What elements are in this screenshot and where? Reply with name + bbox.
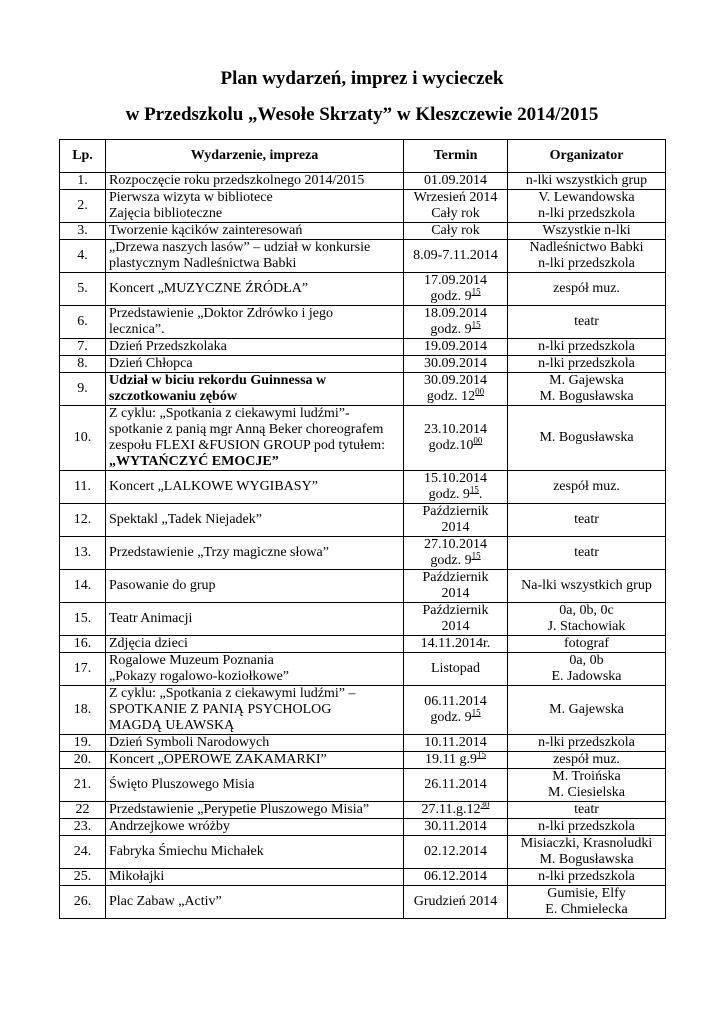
- cell-event: [106, 603, 404, 636]
- organizer-line: n-lki przedszkola: [538, 256, 635, 271]
- cell-organizer: [508, 735, 666, 752]
- document-title-line2: w Przedszkolu „Wesołe Skrzaty” w Kleszczewie 2014/2015: [125, 104, 599, 125]
- organizer-line: Na-lki wszystkich grup: [521, 578, 652, 593]
- term-line: [407, 248, 504, 264]
- cell-term: [404, 636, 508, 653]
- organizer-line: teatr: [574, 545, 599, 560]
- event-line: szczotkowaniu zębów: [109, 389, 237, 404]
- cell-organizer: [508, 570, 666, 603]
- term-text: 27.11.g.12: [421, 802, 481, 817]
- term-text: 14.11.2014r.: [420, 636, 491, 651]
- term-line: [407, 206, 504, 222]
- cell-event: [106, 769, 404, 802]
- cell-organizer: [508, 537, 666, 570]
- term-line: [407, 471, 504, 487]
- organizer-line: n-lki przedszkola: [538, 356, 635, 371]
- cell-lp: 1.: [60, 173, 106, 190]
- term-text: 15.10.2014: [424, 471, 487, 486]
- term-line: [407, 173, 504, 189]
- term-text: Październik: [422, 504, 489, 519]
- event-line: Dzień Symboli Narodowych: [109, 735, 270, 750]
- term-line: [407, 694, 504, 710]
- cell-lp: 10.: [60, 406, 106, 471]
- event-line: Pasowanie do grup: [109, 578, 216, 593]
- cell-term: [404, 749, 508, 769]
- cell-lp: 7.: [60, 339, 106, 356]
- cell-term: [404, 373, 508, 406]
- table-row: [60, 802, 666, 819]
- term-line: [407, 707, 504, 726]
- table-row: [60, 223, 666, 240]
- cell-lp: 21.: [60, 769, 106, 802]
- organizer-line: fotograf: [563, 636, 610, 651]
- term-line: [407, 869, 504, 885]
- term-text: 30.11.2014: [424, 819, 487, 834]
- table-row: [60, 504, 666, 537]
- event-line: Udział w biciu rekordu Guinnessa w: [109, 373, 327, 388]
- table-row: [60, 273, 666, 306]
- term-text: 10.11.2014: [424, 735, 487, 750]
- term-superscript: 15: [471, 550, 481, 561]
- event-line: Andrzejkowe wróżby: [109, 819, 230, 834]
- cell-lp: 20.: [60, 752, 106, 769]
- organizer-line: zespół muz.: [553, 752, 620, 767]
- term-line: [407, 799, 504, 818]
- term-superscript: 30: [480, 799, 490, 810]
- term-text: 19.11 g.9: [425, 752, 477, 767]
- term-text: 30.09.2014: [424, 373, 487, 388]
- organizer-line: 0a, 0b, 0c: [559, 603, 614, 618]
- organizer-line: zespół muz.: [553, 281, 620, 296]
- event-line: Rogalowe Muzeum Poznania: [109, 653, 274, 668]
- cell-event: [106, 653, 404, 686]
- event-line: Koncert „MUZYCZNE ŹRÓDŁA”: [109, 281, 309, 296]
- cell-event: [106, 356, 404, 373]
- term-text: Październik: [422, 570, 489, 585]
- organizer-line: zespół muz.: [553, 479, 620, 494]
- cell-lp: 26.: [60, 886, 106, 919]
- cell-event: [106, 537, 404, 570]
- term-line: [407, 273, 504, 289]
- event-line: Zajęcia biblioteczne: [109, 206, 223, 221]
- organizer-line: J. Stachowiak: [547, 619, 626, 634]
- table-row: [60, 570, 666, 603]
- term-line: [407, 339, 504, 355]
- table-row: [60, 752, 666, 769]
- cell-event: [106, 570, 404, 603]
- document-title-line1: Plan wydarzeń, imprez i wycieczek: [220, 68, 504, 89]
- event-line: Fabryka Śmiechu Michałek: [109, 844, 264, 859]
- term-line: [407, 844, 504, 860]
- cell-organizer: [508, 819, 666, 836]
- term-text: Cały rok: [431, 206, 480, 221]
- cell-lp: 24.: [60, 836, 106, 869]
- term-line: [407, 373, 504, 389]
- table-row: [60, 636, 666, 653]
- term-line: [407, 570, 504, 586]
- organizer-line: 0a, 0b: [569, 653, 604, 668]
- table-row: [60, 869, 666, 886]
- events-table: [59, 139, 666, 919]
- term-text: 19.09.2014: [424, 339, 487, 354]
- cell-organizer: [508, 190, 666, 223]
- cell-term: [404, 173, 508, 190]
- cell-lp: 16.: [60, 636, 106, 653]
- term-superscript: 15: [471, 286, 481, 297]
- organizer-line: M. Troińska: [552, 769, 621, 784]
- organizer-line: n-lki przedszkola: [538, 339, 635, 354]
- term-line: [407, 356, 504, 372]
- cell-term: [404, 799, 508, 819]
- term-text: 23.10.2014: [424, 422, 487, 437]
- event-line: Koncert „LALKOWE WYGIBASY”: [109, 479, 318, 494]
- term-text: 2014: [441, 520, 470, 535]
- cell-event: [106, 802, 404, 819]
- table-row: [60, 406, 666, 471]
- organizer-line: Gumisie, Elfy: [547, 886, 626, 901]
- cell-event: [106, 752, 404, 769]
- event-line: Pierwsza wizyta w bibliotece: [109, 190, 273, 205]
- cell-term: [404, 504, 508, 537]
- table-row: [60, 373, 666, 406]
- term-text: 18.09.2014: [424, 306, 487, 321]
- cell-organizer: [508, 240, 666, 273]
- term-line: [407, 537, 504, 553]
- cell-event: [106, 636, 404, 653]
- cell-event: [106, 339, 404, 356]
- cell-organizer: [508, 686, 666, 735]
- table-row: [60, 173, 666, 190]
- term-text: godz. 9: [430, 289, 472, 304]
- cell-lp: 3.: [60, 223, 106, 240]
- organizer-line: E. Jadowska: [551, 669, 622, 684]
- event-line: Teatr Animacji: [109, 611, 193, 626]
- event-line: Dzień Przedszkolaka: [109, 339, 227, 354]
- event-line: spotkanie z panią mgr Anną Beker choreografem: [109, 422, 384, 437]
- cell-term: [404, 471, 508, 504]
- cell-term: [404, 406, 508, 471]
- cell-term: [404, 273, 508, 306]
- cell-lp: 8.: [60, 356, 106, 373]
- cell-event: [106, 735, 404, 752]
- term-text: Wrzesień 2014: [413, 190, 498, 205]
- term-text: Październik: [422, 603, 489, 618]
- cell-term: [404, 537, 508, 570]
- term-line: [407, 819, 504, 835]
- cell-lp: 12.: [60, 504, 106, 537]
- header-organizer: Organizator: [508, 140, 666, 173]
- organizer-line: Wszystkie n-lki: [542, 223, 631, 238]
- cell-lp: 15.: [60, 603, 106, 636]
- cell-event: [106, 886, 404, 919]
- table-row: [60, 339, 666, 356]
- organizer-line: teatr: [574, 512, 599, 527]
- cell-term: [404, 769, 508, 802]
- term-line: [407, 386, 504, 405]
- term-text: godz.10: [428, 438, 474, 453]
- organizer-line: M. Ciesielska: [548, 785, 625, 800]
- cell-term: [404, 356, 508, 373]
- event-line: Z cyklu: „Spotkania z ciekawymi ludźmi”-: [109, 406, 350, 421]
- cell-term: [404, 735, 508, 752]
- term-line: [407, 422, 504, 438]
- cell-organizer: [508, 173, 666, 190]
- event-line: Zdjęcia dzieci: [109, 636, 188, 651]
- cell-organizer: [508, 802, 666, 819]
- cell-organizer: [508, 886, 666, 919]
- table-row: [60, 471, 666, 504]
- term-line: [407, 435, 504, 454]
- cell-event: [106, 373, 404, 406]
- cell-event: [106, 273, 404, 306]
- term-suffix: .: [478, 487, 483, 502]
- event-line: lecznica”.: [109, 322, 165, 337]
- organizer-line: M. Bogusławska: [539, 389, 634, 404]
- term-line: [407, 636, 504, 652]
- table-row: [60, 240, 666, 273]
- cell-organizer: [508, 603, 666, 636]
- term-line: [407, 223, 504, 239]
- event-line: Spektakl „Tadek Niejadek”: [109, 512, 262, 527]
- organizer-line: M. Gajewska: [549, 702, 624, 717]
- term-text: 01.09.2014: [424, 173, 487, 188]
- event-line: Tworzenie kącików zainteresowań: [109, 223, 303, 238]
- term-line: [407, 749, 504, 768]
- table-row: [60, 190, 666, 223]
- event-line: „Pokazy rogalowo-koziołkowe”: [109, 669, 289, 684]
- term-text: godz. 9: [430, 710, 472, 725]
- organizer-line: Nadleśnictwo Babki: [529, 240, 644, 255]
- term-text: godz. 9: [430, 322, 472, 337]
- term-superscript: 15: [471, 319, 481, 330]
- cell-event: [106, 819, 404, 836]
- term-text: godz. 9: [428, 487, 470, 502]
- cell-event: [106, 190, 404, 223]
- term-text: Grudzień 2014: [413, 894, 498, 909]
- term-text: 06.11.2014: [424, 694, 487, 709]
- term-line: [407, 586, 504, 602]
- cell-lp: 14.: [60, 570, 106, 603]
- event-line: Przedstawienie „Trzy magiczne słowa”: [109, 545, 329, 560]
- table-body: [60, 173, 666, 919]
- cell-organizer: [508, 373, 666, 406]
- term-text: 02.12.2014: [424, 844, 487, 859]
- event-line: Dzień Chłopca: [109, 356, 193, 371]
- cell-term: [404, 240, 508, 273]
- cell-lp: 17.: [60, 653, 106, 686]
- table-row: [60, 735, 666, 752]
- cell-term: [404, 686, 508, 735]
- table-row: [60, 603, 666, 636]
- cell-term: [404, 653, 508, 686]
- event-line: Święto Pluszowego Misia: [109, 777, 255, 792]
- term-line: [407, 777, 504, 793]
- cell-event: [106, 306, 404, 339]
- table-header-row: [60, 140, 666, 173]
- cell-lp: 25.: [60, 869, 106, 886]
- event-line: „WYTAŃCZYĆ EMOCJE”: [109, 454, 279, 469]
- table-row: [60, 819, 666, 836]
- term-text: 8.09-7.11.2014: [413, 248, 498, 263]
- cell-organizer: [508, 636, 666, 653]
- event-line: Przedstawienie „Doktor Zdrówko i jego: [109, 306, 333, 321]
- cell-term: [404, 223, 508, 240]
- term-text: 27.10.2014: [424, 537, 487, 552]
- term-text: 26.11.2014: [424, 777, 487, 792]
- term-text: 06.12.2014: [424, 869, 487, 884]
- organizer-line: M. Bogusławska: [539, 852, 634, 867]
- organizer-line: n-lki przedszkola: [538, 735, 635, 750]
- cell-lp: 11.: [60, 471, 106, 504]
- event-line: Plac Zabaw „Activ”: [109, 894, 222, 909]
- cell-term: [404, 603, 508, 636]
- table-row: [60, 356, 666, 373]
- cell-organizer: [508, 869, 666, 886]
- term-line: [407, 319, 504, 338]
- cell-lp: 22: [60, 802, 106, 819]
- cell-lp: 5.: [60, 273, 106, 306]
- term-line: [407, 484, 504, 503]
- term-text: 17.09.2014: [424, 273, 487, 288]
- organizer-line: M. Gajewska: [549, 373, 624, 388]
- term-superscript: 15: [471, 707, 481, 718]
- header-lp: Lp.: [60, 140, 106, 173]
- table-row: [60, 306, 666, 339]
- term-line: [407, 190, 504, 206]
- organizer-line: M. Bogusławska: [539, 430, 634, 445]
- cell-organizer: [508, 836, 666, 869]
- event-line: Rozpoczęcie roku przedszkolnego 2014/2015: [109, 173, 365, 188]
- cell-lp: 9.: [60, 373, 106, 406]
- event-line: „Drzewa naszych lasów” – udział w konkursie: [109, 240, 371, 255]
- table-row: [60, 836, 666, 869]
- cell-lp: 18.: [60, 686, 106, 735]
- term-superscript: 00: [473, 435, 483, 446]
- organizer-line: n-lki wszystkich grup: [525, 173, 648, 188]
- organizer-line: E. Chmielecka: [545, 902, 628, 917]
- term-line: [407, 520, 504, 536]
- term-text: Listopad: [431, 661, 480, 676]
- table-row: [60, 886, 666, 919]
- organizer-line: n-lki przedszkola: [538, 206, 635, 221]
- cell-event: [106, 686, 404, 735]
- event-line: Z cyklu: „Spotkania z ciekawymi ludźmi” –: [109, 686, 356, 701]
- term-line: [407, 661, 504, 677]
- table-row: [60, 537, 666, 570]
- cell-event: [106, 173, 404, 190]
- cell-term: [404, 190, 508, 223]
- cell-event: [106, 869, 404, 886]
- cell-organizer: [508, 471, 666, 504]
- event-line: zespołu FLEXI &FUSION GROUP pod tytułem:: [109, 438, 385, 453]
- term-line: [407, 894, 504, 910]
- cell-organizer: [508, 769, 666, 802]
- event-line: Mikołajki: [109, 869, 165, 884]
- term-text: 2014: [441, 586, 470, 601]
- term-text: godz. 12: [426, 389, 476, 404]
- cell-lp: 19.: [60, 735, 106, 752]
- term-line: [407, 603, 504, 619]
- cell-term: [404, 570, 508, 603]
- term-text: 2014: [441, 619, 470, 634]
- header-event: Wydarzenie, impreza: [106, 140, 404, 173]
- table-row: [60, 686, 666, 735]
- cell-event: [106, 504, 404, 537]
- table-row: [60, 769, 666, 802]
- term-line: [407, 735, 504, 751]
- event-line: Koncert „OPEROWE ZAKAMARKI”: [109, 752, 327, 767]
- term-superscript: 00: [475, 386, 485, 397]
- organizer-line: teatr: [574, 314, 599, 329]
- term-text: 30.09.2014: [424, 356, 487, 371]
- term-line: [407, 619, 504, 635]
- table-row: [60, 653, 666, 686]
- cell-event: [106, 223, 404, 240]
- term-line: [407, 306, 504, 322]
- term-line: [407, 504, 504, 520]
- cell-event: [106, 836, 404, 869]
- cell-term: [404, 886, 508, 919]
- cell-lp: 13.: [60, 537, 106, 570]
- cell-term: [404, 306, 508, 339]
- event-line: Przedstawienie „Perypetie Pluszowego Misia”: [109, 802, 370, 817]
- cell-event: [106, 240, 404, 273]
- organizer-line: teatr: [574, 802, 599, 817]
- event-line: MAGDĄ UŁAWSKĄ: [109, 718, 235, 733]
- header-term: Termin: [404, 140, 508, 173]
- term-superscript: 15: [469, 484, 479, 495]
- organizer-line: V. Lewandowska: [538, 190, 635, 205]
- cell-organizer: [508, 306, 666, 339]
- cell-term: [404, 836, 508, 869]
- event-line: SPOTKANIE Z PANIĄ PSYCHOLOG: [109, 702, 332, 717]
- cell-organizer: [508, 223, 666, 240]
- cell-organizer: [508, 752, 666, 769]
- organizer-line: n-lki przedszkola: [538, 869, 635, 884]
- cell-organizer: [508, 356, 666, 373]
- cell-event: [106, 406, 404, 471]
- cell-organizer: [508, 273, 666, 306]
- term-text: godz. 9: [430, 553, 472, 568]
- cell-term: [404, 869, 508, 886]
- organizer-line: n-lki przedszkola: [538, 819, 635, 834]
- event-line: plastycznym Nadleśnictwa Babki: [109, 256, 297, 271]
- term-line: [407, 286, 504, 305]
- cell-organizer: [508, 504, 666, 537]
- cell-lp: 4.: [60, 240, 106, 273]
- cell-event: [106, 471, 404, 504]
- cell-organizer: [508, 339, 666, 356]
- cell-organizer: [508, 406, 666, 471]
- term-text: Cały rok: [431, 223, 480, 238]
- cell-lp: 6.: [60, 306, 106, 339]
- term-superscript: 15: [476, 749, 486, 760]
- organizer-line: Misiaczki, Krasnoludki: [520, 836, 653, 851]
- cell-term: [404, 339, 508, 356]
- cell-lp: 2.: [60, 190, 106, 223]
- cell-lp: 23.: [60, 819, 106, 836]
- cell-term: [404, 819, 508, 836]
- term-line: [407, 550, 504, 569]
- cell-organizer: [508, 653, 666, 686]
